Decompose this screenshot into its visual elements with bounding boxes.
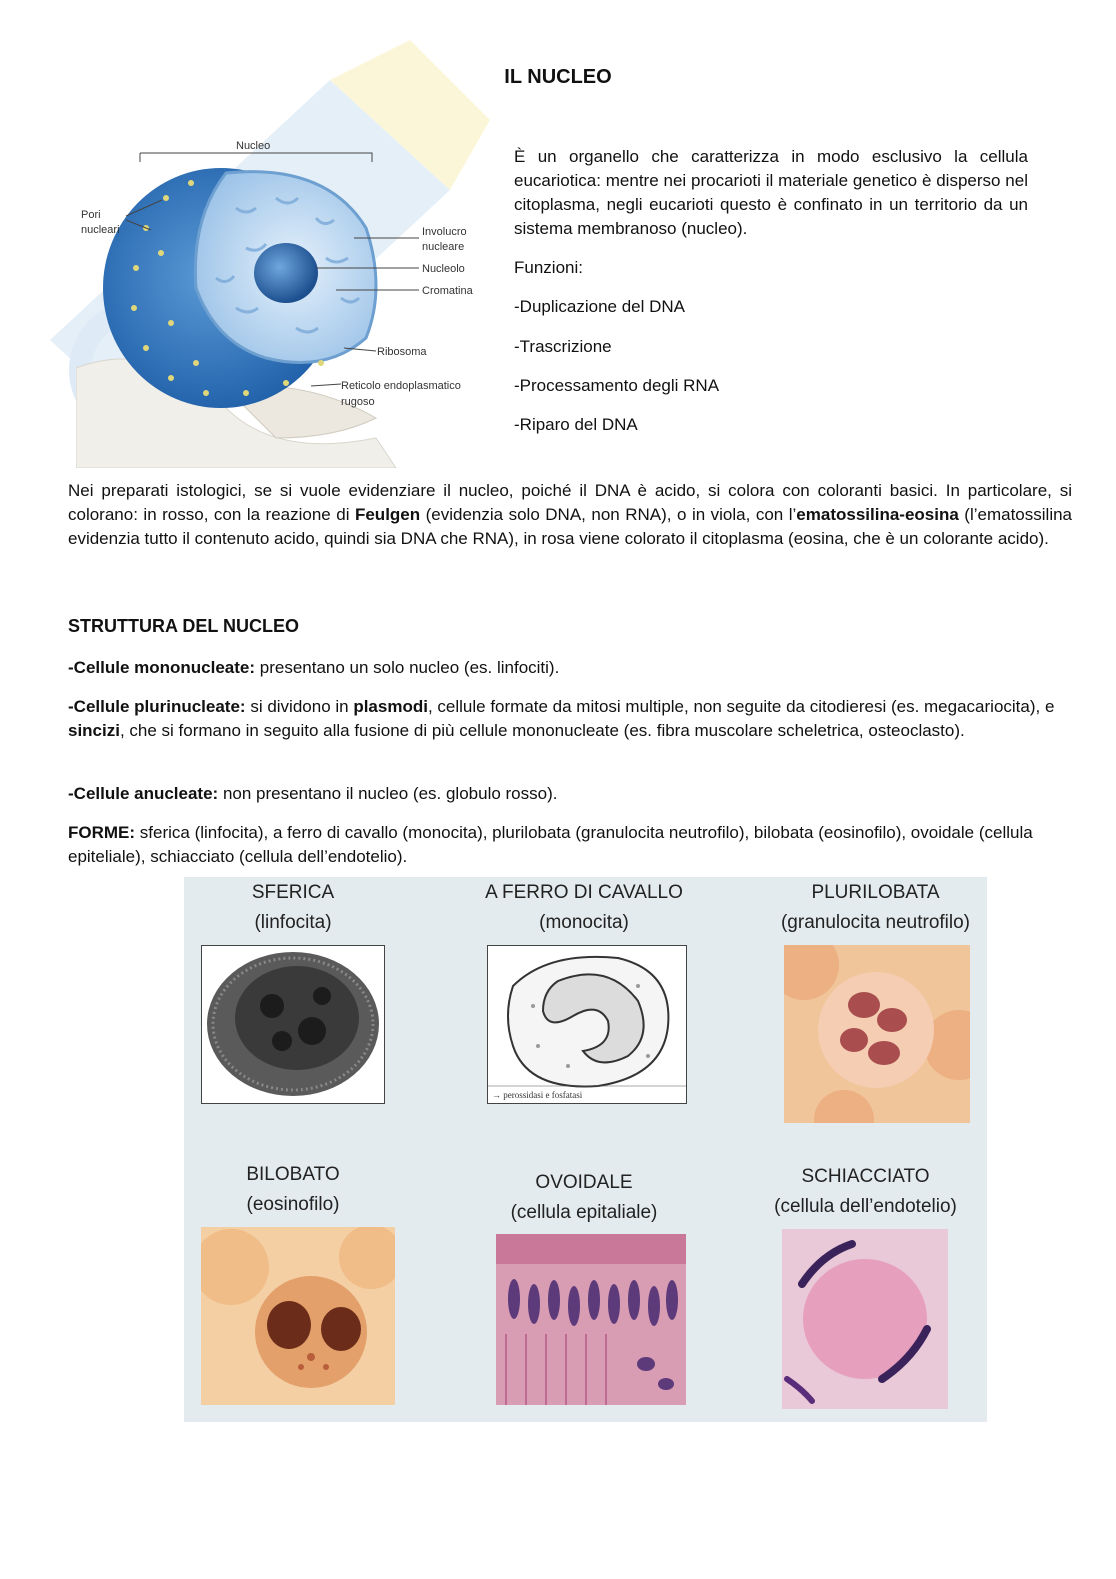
shape-caption: BILOBATO (eosinofilo) — [246, 1164, 340, 1215]
nucleus-shapes-figure — [184, 877, 987, 1422]
shape-caption: PLURILOBATA (granulocita neutrofilo) — [780, 882, 971, 933]
staining-paragraph: Nei preparati istologici, se si vuole evidenziare il nucleo, poiché il DNA è acido, si colora con coloranti basici. In particolare, si colorano: in rosso, con la reazione di Feulgen (evidenzia solo DNA, non RNA), o in viola, con l’ematossilina-eosina (l’ematossilina evidenzia tutto il contenuto acido, quindi sia DNA che RNA), in rosa viene colorato il citoplasma (eosina, che è un colorante acido). — [68, 481, 1073, 548]
micrograph-sferica — [201, 945, 385, 1104]
label-cromatina: Cromatina — [422, 285, 473, 297]
function-item: -Processamento degli RNA — [514, 376, 720, 395]
micrograph-plurilobata — [784, 945, 970, 1123]
label-involucro-2: nucleare — [422, 241, 465, 253]
label-involucro: Involucro — [422, 226, 467, 238]
nucleus-diagram — [76, 138, 496, 468]
mononucleate-paragraph: -Cellule mononucleate: presentano un solo nucleo (es. linfociti). — [68, 658, 560, 677]
shape-caption: OVOIDALE (cellula epitaliale) — [510, 1172, 658, 1223]
micrograph-bilobato — [201, 1227, 395, 1405]
function-item: -Riparo del DNA — [514, 415, 638, 434]
ematossilina-term: ematossilina-eosina — [796, 505, 959, 524]
micrograph-ovoidale — [496, 1234, 686, 1405]
label-pori: Pori — [81, 209, 101, 221]
micrograph-schiacciato — [782, 1229, 948, 1409]
micrograph-legend: → perossidasi e fosfatasi — [492, 1090, 583, 1100]
forme-paragraph: FORME: sferica (linfocita), a ferro di cavallo (monocita), plurilobata (granulocita neutrofilo), bilobata (eosinofilo), ovoidale (cellula epiteliale), schiacciato (cellula dell’endotelio). — [68, 823, 1033, 866]
label-reticolo-2: rugoso — [341, 396, 375, 408]
micrograph-ferro-di-cavallo — [487, 945, 687, 1104]
section-heading: STRUTTURA DEL NUCLEO — [68, 616, 299, 636]
shape-caption: SCHIACCIATO (cellula dell’endotelio) — [774, 1166, 957, 1217]
function-item: -Trascrizione — [514, 337, 612, 356]
shape-caption: SFERICA (linfocita) — [251, 882, 335, 933]
functions-heading: Funzioni: — [514, 258, 583, 277]
page-title: IL NUCLEO — [504, 66, 612, 88]
anucleate-paragraph: -Cellule anucleate: non presentano il nucleo (es. globulo rosso). — [68, 784, 558, 803]
plurinucleate-paragraph: -Cellule plurinucleate: si dividono in plasmodi, cellule formate da mitosi multiple, non seguite da citodieresi (es. megacariocita), e sincizi, che si formano in seguito alla fusione di più cellule mononucleate (es. fibra muscolare scheletrica, osteoclasto). — [68, 697, 1055, 740]
label-nucleo: Nucleo — [236, 140, 271, 152]
shape-caption: A FERRO DI CAVALLO (monocita) — [485, 882, 683, 933]
feulgen-term: Feulgen — [354, 505, 421, 524]
function-item: -Duplicazione del DNA — [514, 297, 686, 316]
label-nucleolo: Nucleolo — [422, 263, 465, 275]
label-reticolo: Reticolo endoplasmatico — [341, 380, 461, 392]
label-pori-2: nucleari — [81, 224, 120, 236]
intro-paragraph: È un organello che caratterizza in modo esclusivo la cellula eucariotica: mentre nei procarioti il materiale genetico è disperso nel citoplasma, negli eucarioti questo è confinato in un territorio da un sistema membranoso (nucleo). — [514, 147, 1028, 238]
label-ribosoma: Ribosoma — [377, 346, 427, 358]
